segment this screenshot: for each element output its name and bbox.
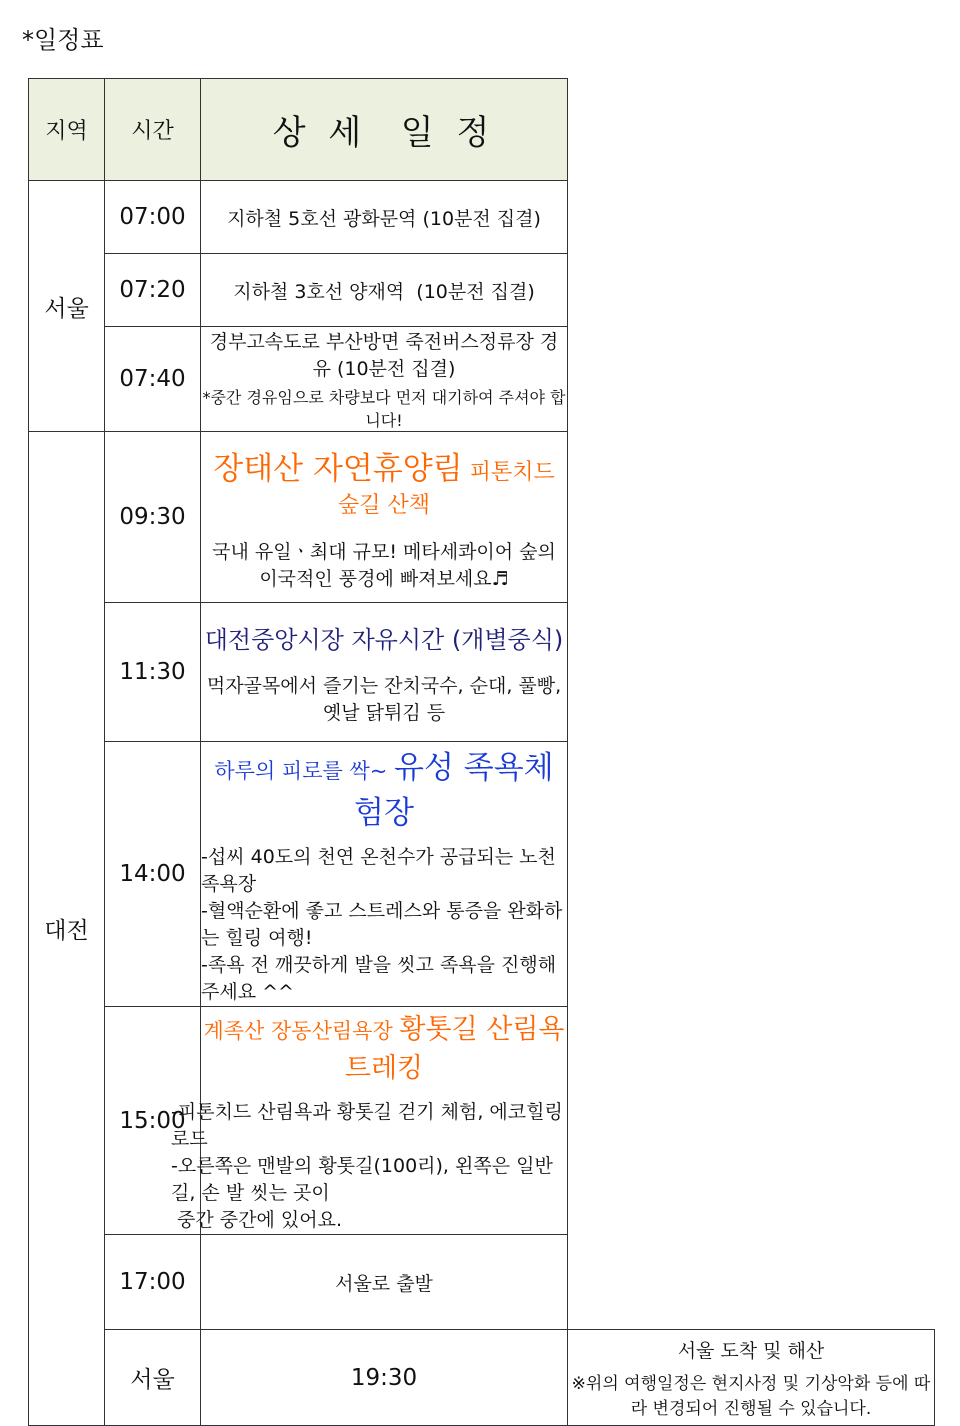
detail-cell xyxy=(201,742,568,1007)
activity-title xyxy=(201,1007,567,1085)
table-row xyxy=(29,254,935,327)
activity-desc: 국내 유일ㆍ최대 규모! 메타세콰이어 숲의 이국적인 풍경에 빠져보세요♬ xyxy=(212,541,556,590)
table-row xyxy=(29,1007,935,1235)
list-item: -혈액순환에 좋고 스트레스와 통증을 완화하는 힐링 여행! xyxy=(201,900,563,949)
list-item: -족욕 전 깨끗하게 발을 씻고 족욕을 진행해주세요 ^^ xyxy=(201,954,557,1003)
bullet-list xyxy=(171,1099,567,1234)
time-cell: 07:20 xyxy=(105,254,201,327)
time-cell: 09:30 xyxy=(105,432,201,603)
activity-title xyxy=(201,443,567,519)
list-item: -섭씨 40도의 천연 온천수가 공급되는 노천족욕장 xyxy=(201,846,556,895)
table-header-row xyxy=(29,79,935,181)
activity-title-sub: 피톤치드 숲길 산책 xyxy=(337,460,555,518)
detail-cell: 서울로 출발 xyxy=(201,1235,568,1330)
detail-text: 서울 도착 및 해산 xyxy=(677,1340,825,1362)
bullet-list xyxy=(201,844,567,1006)
activity-title xyxy=(201,742,567,832)
table-row xyxy=(29,432,935,603)
time-cell: 11:30 xyxy=(105,603,201,742)
time-cell: 07:40 xyxy=(105,327,201,432)
activity-desc: 먹자골목에서 즐기는 잔치국수, 순대, 풀빵, 옛날 닭튀김 등 xyxy=(206,674,562,724)
detail-cell xyxy=(568,1330,935,1426)
time-cell: 17:00 xyxy=(105,1235,201,1330)
detail-cell xyxy=(171,1007,568,1235)
table-row xyxy=(29,1235,935,1330)
activity-title-sub: 하루의 피로를 싹~ xyxy=(214,759,395,783)
detail-cell: 지하철 3호선 양재역 (10분전 집결) xyxy=(201,254,568,327)
detail-note: *중간 경유임으로 차량보다 먼저 대기하여 주셔야 합니다! xyxy=(202,388,566,430)
time-cell: 15:00 xyxy=(105,1007,201,1235)
detail-note: ※위의 여행일정은 현지사정 및 기상악화 등에 따라 변경되어 진행될 수 있습니다. xyxy=(571,1374,931,1419)
activity-title-main: 황톳길 산림욕 트레킹 xyxy=(344,1014,565,1084)
header-time: 시간 xyxy=(105,79,201,181)
table-row xyxy=(29,1330,935,1426)
header-detail: 상 세 일 정 xyxy=(201,79,568,181)
list-item: -피톤치드 산림욕과 황톳길 걷기 체험, 에코힐링로드 xyxy=(171,1101,563,1150)
list-item: -오른쪽은 맨발의 황톳길(100리), 왼쪽은 일반 길, 손 발 씻는 곳이 xyxy=(171,1155,553,1204)
time-cell: 07:00 xyxy=(105,181,201,254)
detail-cell xyxy=(201,432,568,603)
time-cell: 14:00 xyxy=(105,742,201,1007)
activity-title-main: 유성 족욕체험장 xyxy=(354,750,554,831)
header-region: 지역 xyxy=(29,79,105,181)
detail-cell xyxy=(201,327,568,432)
activity-title-sub: 계족산 장동산림욕장 xyxy=(203,1019,400,1043)
region-cell-daejeon: 대전 xyxy=(29,432,105,1426)
table-row xyxy=(29,742,935,1007)
region-cell-seoul: 서울 xyxy=(29,181,105,432)
activity-title-main: 장태산 자연휴양림 xyxy=(213,451,463,487)
list-item: 중간 중간에 있어요. xyxy=(171,1209,342,1231)
page-title: *일정표 xyxy=(22,26,104,54)
schedule-table xyxy=(28,78,935,1426)
detail-cell xyxy=(201,603,568,742)
activity-title: 대전중앙시장 자유시간 (개별중식) xyxy=(204,625,564,654)
detail-cell: 지하철 5호선 광화문역 (10분전 집결) xyxy=(201,181,568,254)
region-cell-seoul-end: 서울 xyxy=(105,1330,201,1426)
time-cell: 19:30 xyxy=(201,1330,568,1426)
table-row xyxy=(29,327,935,432)
detail-text: 경부고속도로 부산방면 죽전버스정류장 경유 (10분전 집결) xyxy=(209,331,559,380)
table-row xyxy=(29,181,935,254)
table-row xyxy=(29,603,935,742)
